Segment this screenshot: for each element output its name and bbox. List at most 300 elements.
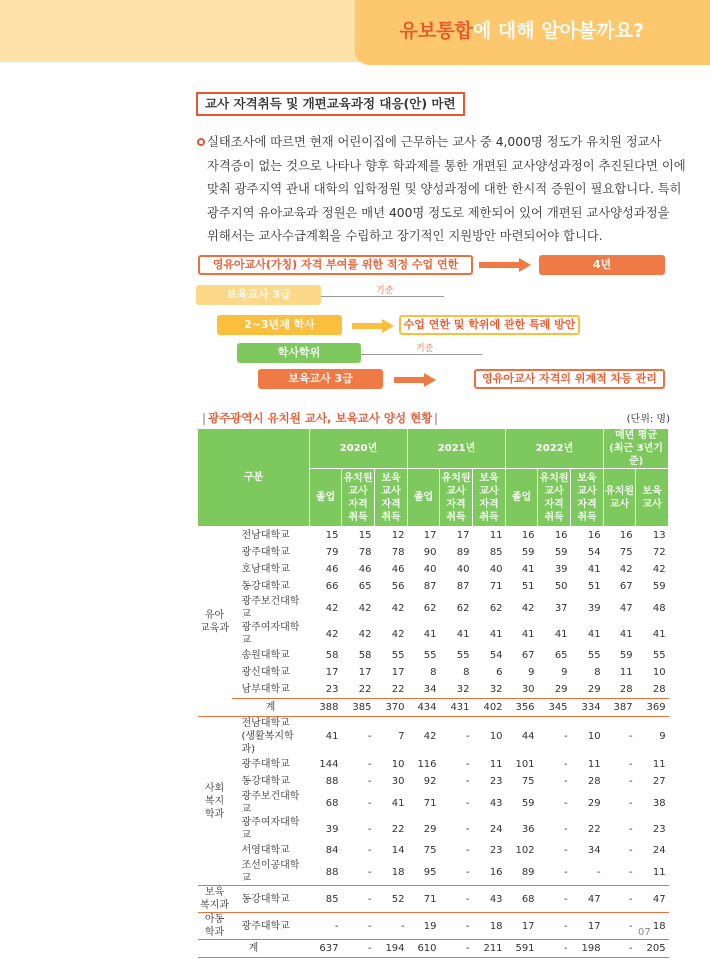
row5-target-box: 영유아교사 자격의 위계적 차등 관리 — [474, 369, 665, 389]
value-cell: 23 — [652, 823, 666, 835]
value-cell: 22 — [391, 684, 405, 695]
value-cell: - — [342, 940, 375, 958]
arrow-right-icon — [352, 320, 394, 332]
value-cell: 29 — [587, 797, 601, 809]
header-year-2021: 2021년 — [408, 429, 506, 469]
value-cell: 14 — [391, 845, 405, 856]
table-row — [198, 578, 669, 595]
school-name: 광주대학교 — [241, 547, 290, 558]
value-cell: 36 — [521, 823, 535, 835]
value-cell: - — [563, 797, 568, 809]
value-cell: 22 — [587, 823, 601, 835]
value-cell: 30 — [521, 684, 535, 695]
value-cell: 44 — [506, 717, 538, 757]
value-cell: 8 — [594, 667, 601, 678]
value-cell: 85 — [310, 886, 342, 913]
value-cell: - — [310, 913, 342, 940]
table-row — [198, 681, 669, 699]
table-row — [198, 595, 669, 621]
value-cell: 11 — [587, 759, 601, 770]
value-cell: 116 — [417, 759, 437, 770]
value-cell: 50 — [554, 581, 568, 592]
value-cell: 59 — [652, 581, 666, 592]
value-cell: - — [465, 776, 470, 787]
value-cell: 102 — [515, 845, 535, 856]
table-row — [198, 756, 669, 773]
header-graduates: 졸업 — [506, 469, 538, 527]
value-cell: 78 — [391, 547, 405, 558]
value-cell: 591 — [506, 940, 538, 958]
value-cell: 10 — [652, 667, 666, 678]
value-cell: - — [563, 866, 568, 878]
value-cell: 369 — [636, 699, 669, 717]
header-kinder-cert: 유치원 교사 자격 취득 — [342, 469, 375, 527]
value-cell: 59 — [619, 650, 633, 661]
value-cell: 55 — [391, 650, 405, 661]
value-cell: 8 — [463, 667, 470, 678]
value-cell: 43 — [473, 886, 506, 913]
row1-label-box: 영유아교사(가칭) 자격 부여를 위한 적정 수업 연한 — [198, 255, 473, 275]
row2-label-box: 보육교사 3급 — [196, 285, 321, 305]
value-cell: 19 — [408, 913, 440, 940]
value-cell: 46 — [358, 564, 372, 575]
school-name: 동강대학교 — [241, 581, 290, 592]
value-cell: 16 — [587, 530, 601, 541]
value-cell: 101 — [515, 759, 535, 770]
grand-total-row — [198, 940, 669, 958]
row3-target-box: 수업 연한 및 학위에 관한 특례 방안 — [399, 315, 580, 335]
value-cell: 27 — [652, 776, 666, 787]
school-name: 광주여자대학교 — [241, 817, 300, 841]
value-cell: - — [440, 717, 473, 757]
value-cell: 334 — [571, 699, 604, 717]
value-cell: - — [628, 797, 633, 809]
value-cell: 18 — [391, 866, 405, 878]
value-cell: - — [367, 776, 372, 787]
arrow-right-icon — [394, 374, 436, 386]
value-cell: 59 — [521, 797, 535, 809]
row4-label-box: 학사학위 — [237, 343, 361, 363]
baseline-line — [361, 354, 482, 355]
value-cell: 637 — [310, 940, 342, 958]
value-cell: 89 — [456, 547, 470, 558]
value-cell: 40 — [489, 564, 503, 575]
value-cell: 43 — [489, 797, 503, 809]
paragraph-line: 실태조사에 따르면 현재 어린이집에 근무하는 교사 중 4,000명 정도가 유치원 정교사 — [207, 135, 662, 149]
value-cell: 41 — [652, 628, 666, 640]
value-cell: 71 — [408, 886, 440, 913]
value-cell: 41 — [489, 628, 503, 640]
value-cell: 41 — [554, 628, 568, 640]
value-cell: 431 — [440, 699, 473, 717]
value-cell: - — [604, 940, 636, 958]
paragraph-line: 광주지역 유아교육과 정원은 매년 400명 정도로 제한되어 있어 개편된 교사양성과정을 — [207, 205, 670, 220]
value-cell: 205 — [636, 940, 669, 958]
value-cell: 41 — [423, 628, 437, 640]
value-cell: 92 — [423, 776, 437, 787]
table-row — [198, 842, 669, 859]
table-row — [198, 717, 669, 757]
value-cell: 32 — [489, 684, 503, 695]
value-cell: - — [604, 913, 636, 940]
value-cell: 17 — [423, 530, 437, 541]
value-cell: 17 — [456, 530, 470, 541]
value-cell: 11 — [652, 866, 666, 878]
value-cell: 87 — [456, 581, 470, 592]
value-cell: 46 — [325, 564, 339, 575]
value-cell: - — [604, 717, 636, 757]
value-cell: 16 — [521, 530, 535, 541]
value-cell: 356 — [506, 699, 538, 717]
value-cell: - — [465, 823, 470, 835]
value-cell: 48 — [652, 602, 666, 614]
school-name: 계 — [198, 940, 310, 958]
value-cell: 144 — [319, 759, 339, 770]
value-cell: 16 — [619, 530, 633, 541]
value-cell: 85 — [489, 547, 503, 558]
value-cell: 23 — [325, 684, 339, 695]
value-cell: - — [628, 759, 633, 770]
arrow-right-icon — [479, 259, 531, 271]
value-cell: 11 — [489, 759, 503, 770]
value-cell: - — [538, 913, 571, 940]
value-cell: 41 — [391, 797, 405, 809]
school-name: 광주여자대학교 — [241, 622, 300, 646]
school-name: 계 — [232, 699, 310, 717]
group-label: 아동 학과 — [198, 913, 232, 940]
school-name: 송원대학교 — [241, 650, 290, 661]
header-childcare-cert: 보육 교사 자격 취득 — [473, 469, 506, 527]
value-cell: 402 — [473, 699, 506, 717]
caption-baseline-1: 기준 — [376, 286, 394, 296]
value-cell: 58 — [358, 650, 372, 661]
school-name: 광주보건대학교 — [241, 596, 300, 620]
value-cell: 88 — [325, 776, 339, 787]
value-cell: - — [563, 845, 568, 856]
value-cell: 9 — [528, 667, 535, 678]
header-graduates: 졸업 — [408, 469, 440, 527]
value-cell: 42 — [391, 628, 405, 640]
value-cell: 46 — [391, 564, 405, 575]
value-cell: - — [538, 886, 571, 913]
value-cell: 84 — [325, 845, 339, 856]
baseline-line — [321, 296, 444, 297]
value-cell: 9 — [561, 667, 568, 678]
value-cell: 54 — [587, 547, 601, 558]
value-cell: - — [440, 913, 473, 940]
table-row — [198, 561, 669, 578]
table-row — [198, 816, 669, 842]
value-cell: 17 — [358, 667, 372, 678]
value-cell: 71 — [489, 581, 503, 592]
value-cell: 34 — [587, 845, 601, 856]
value-cell: 75 — [423, 845, 437, 856]
group-label: 보육 복지과 — [198, 886, 232, 913]
value-cell: 7 — [375, 717, 408, 757]
value-cell: 62 — [456, 602, 470, 614]
value-cell: - — [342, 717, 375, 757]
header-avg-kinder: 유치원 교사 — [604, 469, 636, 527]
value-cell: 87 — [423, 581, 437, 592]
paragraph-line: 자격증이 없는 것으로 나타나 향후 학과제를 통한 개편된 교사양성과정이 추진된다면 이에 — [207, 158, 686, 173]
value-cell: 62 — [489, 602, 503, 614]
value-cell: - — [465, 797, 470, 809]
value-cell: 42 — [521, 602, 535, 614]
value-cell: - — [563, 759, 568, 770]
value-cell: 42 — [358, 628, 372, 640]
value-cell: - — [367, 823, 372, 835]
value-cell: 55 — [456, 650, 470, 661]
value-cell: 78 — [358, 547, 372, 558]
value-cell: 42 — [652, 564, 666, 575]
header-graduates: 졸업 — [310, 469, 342, 527]
paragraph-line: 위해서는 교사수급계획을 수립하고 장기적인 지원방안 마련되어야 합니다. — [207, 229, 603, 244]
value-cell: 6 — [496, 667, 503, 678]
value-cell: 72 — [652, 547, 666, 558]
value-cell: 23 — [489, 845, 503, 856]
school-name: 광주보건대학교 — [241, 791, 300, 815]
value-cell: 10 — [391, 759, 405, 770]
value-cell: - — [628, 845, 633, 856]
table-row — [198, 544, 669, 561]
value-cell: 55 — [423, 650, 437, 661]
group-label: 사회 복지 학과 — [198, 717, 232, 886]
value-cell: 71 — [423, 797, 437, 809]
caption-baseline-2: 기준 — [416, 344, 434, 354]
table-title-text: 광주광역시 유치원 교사, 보육교사 양성 현황 — [208, 411, 433, 425]
value-cell: 17 — [391, 667, 405, 678]
value-cell: 51 — [587, 581, 601, 592]
value-cell: 42 — [325, 602, 339, 614]
school-name: 동강대학교 — [232, 886, 310, 913]
school-name: 광주대학교 — [241, 759, 290, 770]
value-cell: 16 — [489, 866, 503, 878]
value-cell: 56 — [391, 581, 405, 592]
value-cell: 58 — [325, 650, 339, 661]
value-cell: 13 — [652, 530, 666, 541]
section-title: 교사 자격취득 및 개편교육과정 대응(안) 마련 — [196, 92, 465, 116]
value-cell: 41 — [310, 717, 342, 757]
table-row — [198, 647, 669, 664]
value-cell: - — [538, 717, 571, 757]
paragraph-line: 맞춰 광주지역 관내 대학의 입학정원 및 양성과정에 대한 한시적 증원이 필요합니다. 특히 — [207, 182, 682, 197]
value-cell: - — [628, 823, 633, 835]
value-cell: 15 — [325, 530, 339, 541]
table-row — [198, 664, 669, 681]
value-cell: - — [342, 886, 375, 913]
value-cell: 39 — [325, 823, 339, 835]
value-cell: 47 — [636, 886, 669, 913]
value-cell: 11 — [652, 759, 666, 770]
value-cell: 388 — [310, 699, 342, 717]
school-name: 조선이공대학교 — [241, 860, 300, 884]
value-cell: 95 — [423, 866, 437, 878]
value-cell: 16 — [554, 530, 568, 541]
value-cell: - — [604, 886, 636, 913]
value-cell: 42 — [391, 602, 405, 614]
row3-label-box: 2~3년제 학사 — [217, 315, 342, 335]
header-year-2020: 2020년 — [310, 429, 408, 469]
value-cell: - — [342, 913, 375, 940]
value-cell: 42 — [408, 717, 440, 757]
school-name: 서영대학교 — [241, 845, 290, 856]
header-childcare-cert: 보육 교사 자격 취득 — [571, 469, 604, 527]
school-name: 남부대학교 — [241, 684, 290, 695]
value-cell: 24 — [652, 845, 666, 856]
value-cell: 30 — [391, 776, 405, 787]
value-cell: 39 — [554, 564, 568, 575]
value-cell: - — [367, 797, 372, 809]
value-cell: 17 — [571, 913, 604, 940]
value-cell: 29 — [554, 684, 568, 695]
header-avg-childcare: 보육 교사 — [636, 469, 669, 527]
value-cell: - — [375, 913, 408, 940]
value-cell: 211 — [473, 940, 506, 958]
value-cell: 79 — [325, 547, 339, 558]
value-cell: 28 — [587, 776, 601, 787]
value-cell: 12 — [391, 530, 405, 541]
school-name: 전남대학교 — [241, 530, 290, 541]
value-cell: 18 — [636, 913, 669, 940]
value-cell: 68 — [506, 886, 538, 913]
value-cell: 88 — [325, 866, 339, 878]
table-row — [198, 913, 669, 940]
table-unit: (단위: 명) — [626, 414, 670, 425]
value-cell: 51 — [521, 581, 535, 592]
value-cell: - — [465, 759, 470, 770]
value-cell: 22 — [391, 823, 405, 835]
value-cell: 18 — [473, 913, 506, 940]
value-cell: 59 — [554, 547, 568, 558]
value-cell: - — [596, 866, 601, 878]
bullet-icon — [197, 138, 205, 146]
value-cell: 11 — [489, 530, 503, 541]
row5-label-box: 보육교사 3급 — [258, 369, 383, 389]
table-row — [198, 859, 669, 886]
value-cell: - — [367, 845, 372, 856]
value-cell: 11 — [619, 667, 633, 678]
value-cell: 387 — [604, 699, 636, 717]
school-name: 전남대학교 (생활복지학과) — [232, 717, 310, 757]
value-cell: 75 — [619, 547, 633, 558]
value-cell: 10 — [571, 717, 604, 757]
value-cell: 194 — [375, 940, 408, 958]
value-cell: - — [367, 759, 372, 770]
value-cell: 42 — [325, 628, 339, 640]
value-cell: 15 — [358, 530, 372, 541]
total-row — [198, 699, 669, 717]
value-cell: 65 — [554, 650, 568, 661]
value-cell: 23 — [489, 776, 503, 787]
value-cell: - — [628, 776, 633, 787]
value-cell: 65 — [358, 581, 372, 592]
header-kinder-cert: 유치원 교사 자격 취득 — [538, 469, 571, 527]
table-row — [198, 790, 669, 816]
value-cell: 55 — [652, 650, 666, 661]
value-cell: 10 — [473, 717, 506, 757]
body-paragraph — [207, 131, 686, 249]
school-name: 광신대학교 — [241, 667, 290, 678]
value-cell: 90 — [423, 547, 437, 558]
table-row — [198, 527, 669, 545]
value-cell: - — [367, 866, 372, 878]
value-cell: 345 — [538, 699, 571, 717]
value-cell: - — [563, 776, 568, 787]
title-bar-right — [435, 413, 437, 425]
table-row — [198, 621, 669, 647]
value-cell: 42 — [358, 602, 372, 614]
title-bar-left — [203, 413, 205, 425]
value-cell: - — [465, 866, 470, 878]
value-cell: 75 — [521, 776, 535, 787]
value-cell: 385 — [342, 699, 375, 717]
page-header-title — [399, 16, 644, 43]
value-cell: 54 — [489, 650, 503, 661]
school-name: 광주대학교 — [232, 913, 310, 940]
value-cell: 68 — [325, 797, 339, 809]
value-cell: - — [440, 886, 473, 913]
value-cell: 41 — [587, 628, 601, 640]
value-cell: 28 — [619, 684, 633, 695]
value-cell: 29 — [587, 684, 601, 695]
value-cell: 17 — [325, 667, 339, 678]
value-cell: 41 — [521, 628, 535, 640]
value-cell: 67 — [521, 650, 535, 661]
table-title — [200, 410, 440, 426]
value-cell: 41 — [456, 628, 470, 640]
training-status-table — [197, 428, 669, 958]
value-cell: 29 — [423, 823, 437, 835]
table-row — [198, 773, 669, 790]
value-cell: 39 — [587, 602, 601, 614]
value-cell: 24 — [489, 823, 503, 835]
header-category: 구분 — [198, 429, 310, 527]
row1-value-box: 4년 — [539, 255, 665, 275]
page-number: 07 — [638, 927, 651, 938]
value-cell: 55 — [587, 650, 601, 661]
value-cell: 41 — [521, 564, 535, 575]
value-cell: 52 — [375, 886, 408, 913]
value-cell: - — [628, 866, 633, 878]
value-cell: - — [538, 940, 571, 958]
value-cell: - — [563, 823, 568, 835]
group-label: 유아 교육과 — [198, 527, 232, 717]
value-cell: 41 — [587, 564, 601, 575]
value-cell: - — [440, 940, 473, 958]
header-childcare-cert: 보육 교사 자격 취득 — [375, 469, 408, 527]
header-highlight: 유보통합 — [399, 20, 473, 42]
school-name: 동강대학교 — [241, 776, 290, 787]
value-cell: 62 — [423, 602, 437, 614]
table-row — [198, 886, 669, 913]
value-cell: 47 — [571, 886, 604, 913]
value-cell: 37 — [554, 602, 568, 614]
header-kinder-cert: 유치원 교사 자격 취득 — [440, 469, 473, 527]
value-cell: 40 — [423, 564, 437, 575]
value-cell: 22 — [358, 684, 372, 695]
value-cell: 42 — [619, 564, 633, 575]
value-cell: 40 — [456, 564, 470, 575]
value-cell: 34 — [423, 684, 437, 695]
value-cell: 9 — [636, 717, 669, 757]
value-cell: 89 — [521, 866, 535, 878]
value-cell: 370 — [375, 699, 408, 717]
value-cell: 17 — [506, 913, 538, 940]
value-cell: 32 — [456, 684, 470, 695]
school-name: 호남대학교 — [241, 564, 290, 575]
value-cell: 28 — [652, 684, 666, 695]
value-cell: 198 — [571, 940, 604, 958]
